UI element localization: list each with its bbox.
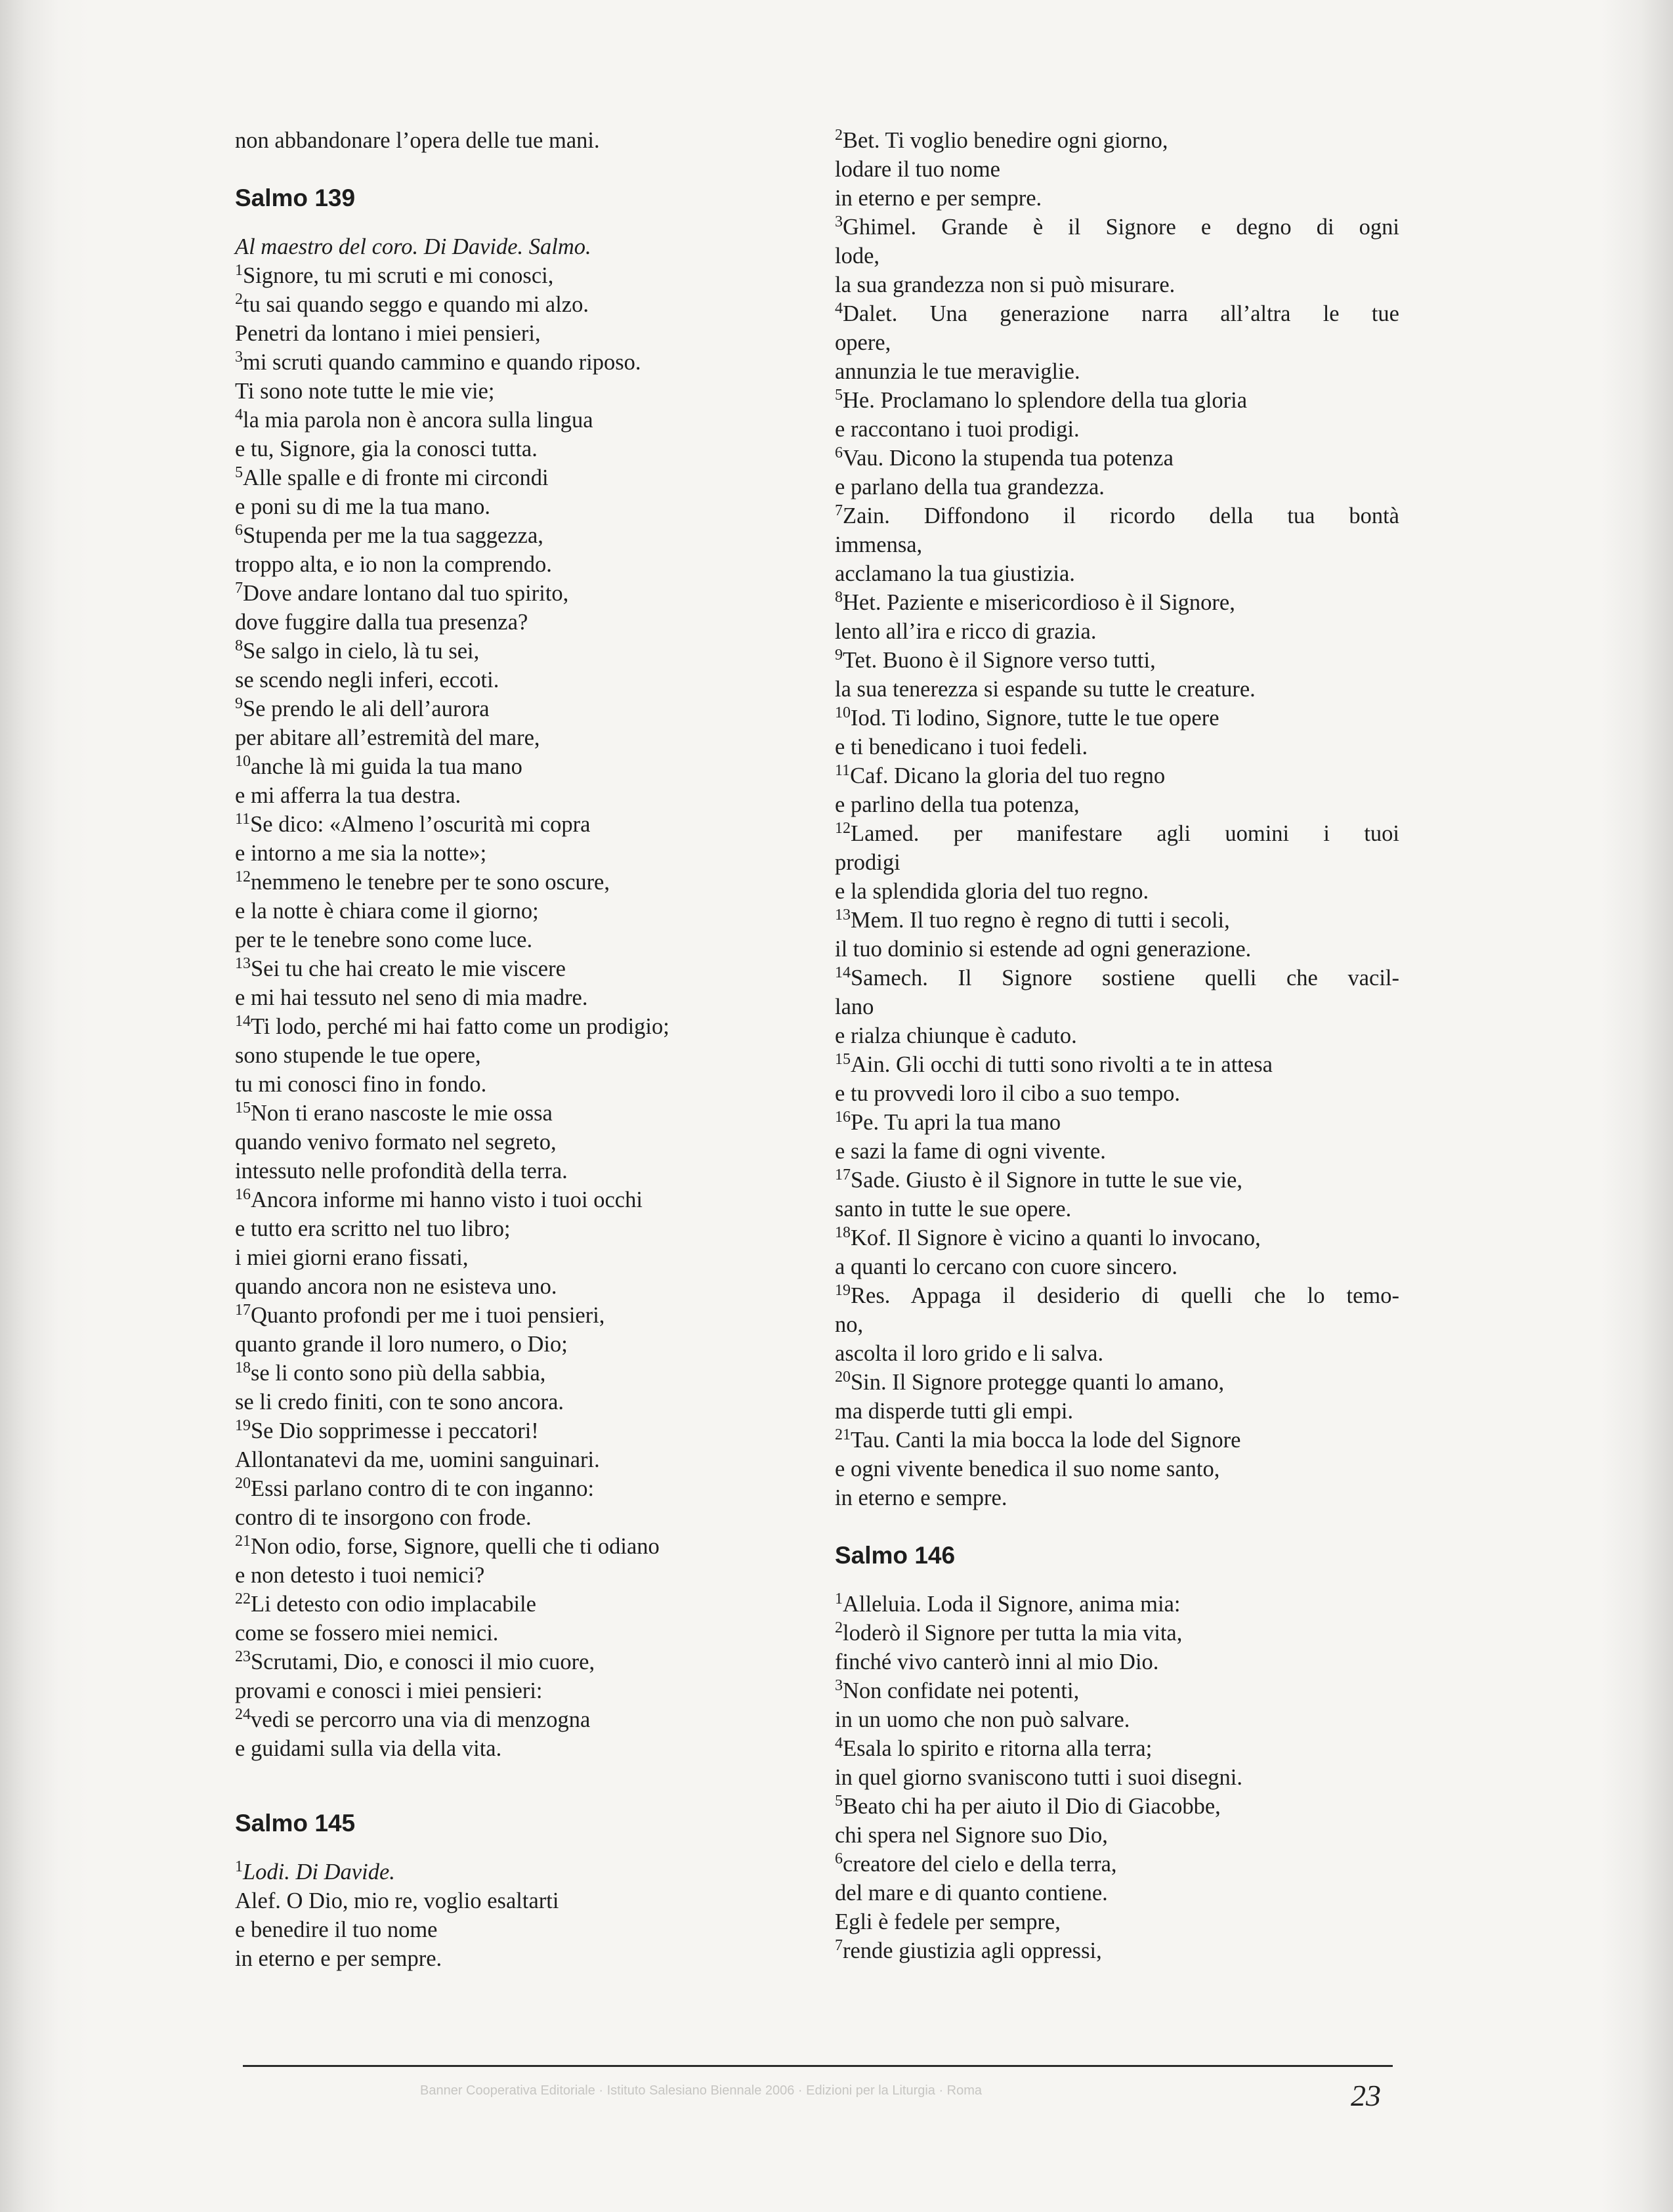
verse-number: 2 [235, 291, 243, 308]
verse-start-line [235, 1185, 865, 1214]
verse-start-line [235, 1099, 865, 1128]
verse-line: in eterno e per sempre. [835, 186, 1042, 211]
verse-text: Kof. Il Signore è vicino a quanti lo invocano, [851, 1225, 1261, 1250]
verse-line: e non detesto i tuoi nemici? [235, 1563, 485, 1588]
verse-number: 15 [235, 1099, 251, 1117]
verse-number: 3 [235, 349, 243, 366]
verse-start-line [835, 819, 1399, 848]
verse-start-line [835, 444, 1399, 473]
verse-start-line [835, 906, 1399, 935]
left-text-column [235, 126, 865, 1973]
verse-number: 20 [835, 1369, 851, 1386]
verse-line: sono stupende le tue opere, [235, 1043, 481, 1068]
verse-line: quando venivo formato nel segreto, [235, 1130, 557, 1155]
verse-line: e ti benedicano i tuoi fedeli. [835, 734, 1088, 759]
verse-line: ascolta il loro grido e li salva. [835, 1341, 1104, 1366]
verse-text: Lamed. per manifestare agli uomini i tuoi [851, 821, 1399, 846]
verse-start-line [835, 588, 1399, 617]
verse-start-line [235, 637, 865, 666]
verse-start-line [235, 1590, 865, 1619]
verse-text: Het. Paziente e misericordioso è il Signore, [843, 590, 1235, 615]
verse-start-line [835, 1368, 1399, 1397]
verse-start-line [835, 646, 1399, 675]
verse-text: Se prendo le ali dell’aurora [243, 696, 490, 721]
footer-rule [243, 2065, 1393, 2067]
verse-text: Dalet. Una generazione narra all’altra le tue [843, 301, 1399, 326]
verse-text: Iod. Ti lodino, Signore, tutte le tue opere [851, 706, 1219, 731]
verse-line: e ogni vivente benedica il suo nome santo, [835, 1457, 1220, 1481]
verse-number: 7 [835, 1937, 843, 1954]
verse-start-line [235, 261, 865, 290]
verse-line: e poni su di me la tua mano. [235, 494, 491, 519]
verse-number: 10 [835, 704, 851, 721]
spacer [235, 213, 865, 232]
verse-text: Caf. Dicano la gloria del tuo regno [850, 763, 1166, 788]
verse-start-line [835, 761, 1399, 790]
verse-text: Zain. Diffondono il ricordo della tua bontà [843, 503, 1399, 528]
verse-line: Egli è fedele per sempre, [835, 1909, 1061, 1934]
verse-number: 22 [235, 1590, 251, 1607]
verse-number: 16 [835, 1109, 851, 1126]
verse-line: chi spera nel Signore suo Dio, [835, 1823, 1108, 1848]
verse-text: Signore, tu mi scruti e mi conosci, [243, 263, 554, 288]
verse-number: 4 [835, 300, 843, 317]
verse-start-line [835, 1050, 1399, 1079]
verse-text: He. Proclamano lo splendore della tua gloria [843, 388, 1248, 413]
verse-start-line [835, 1850, 1399, 1879]
verse-number: 1 [835, 1590, 843, 1607]
verse-start-line [835, 1108, 1399, 1137]
verse-number: 3 [835, 213, 843, 230]
verse-number: 3 [835, 1677, 843, 1694]
verse-number: 6 [835, 444, 843, 461]
verse-line: in eterno e per sempre. [235, 1946, 442, 1971]
psalm-heading: Salmo 145 [235, 1810, 356, 1837]
verse-line: Ti sono note tutte le mie vie; [235, 379, 495, 404]
verse-line: e parlano della tua grandezza. [835, 475, 1105, 500]
verse-text: Se salgo in cielo, là tu sei, [243, 639, 480, 664]
verse-line: il tuo dominio si estende ad ogni generazione. [835, 937, 1252, 962]
verse-text: Quanto profondi per me i tuoi pensieri, [251, 1303, 605, 1328]
verse-start-line [235, 406, 865, 435]
verse-text: Ghimel. Grande è il Signore e degno di ogni [843, 215, 1399, 240]
verse-line: finché vivo canterò inni al mio Dio. [835, 1649, 1159, 1674]
verse-number: 8 [835, 589, 843, 606]
verse-start-line [235, 868, 865, 897]
verse-start-line [235, 1648, 865, 1676]
verse-line: e la splendida gloria del tuo regno. [835, 879, 1149, 904]
verse-number: 4 [235, 406, 243, 423]
verse-start-line [835, 126, 1399, 155]
verse-start-line [835, 1166, 1399, 1195]
verse-number: 21 [835, 1426, 851, 1443]
verse-text: Tau. Canti la mia bocca la lode del Signore [851, 1428, 1241, 1453]
verse-text: nemmeno le tenebre per te sono oscure, [251, 870, 610, 895]
verse-start-line [235, 348, 865, 377]
verse-number: 1 [235, 262, 243, 279]
verse-line: provami e conosci i miei pensieri: [235, 1678, 543, 1703]
verse-number: 13 [235, 955, 251, 972]
verse-line: e parlino della tua potenza, [835, 792, 1080, 817]
verse-number: 20 [235, 1475, 251, 1492]
verse-text: Sin. Il Signore protegge quanti lo amano, [851, 1370, 1225, 1395]
verse-number: 2 [835, 1619, 843, 1636]
verse-text: Ain. Gli occhi di tutti sono rivolti a te in attesa [851, 1052, 1273, 1077]
verse-text: Res. Appaga il desiderio di quelli che lo temo- [851, 1283, 1399, 1308]
verse-start-line [235, 1416, 865, 1445]
verse-line: lano [835, 994, 874, 1019]
verse-start-line [835, 1619, 1399, 1648]
verse-line: e mi afferra la tua destra. [235, 783, 461, 808]
verse-text: Mem. Il tuo regno è regno di tutti i secoli, [851, 908, 1230, 933]
verse-text: Non ti erano nascoste le mie ossa [251, 1101, 553, 1126]
verse-start-line [235, 810, 865, 839]
verse-line: e sazi la fame di ogni vivente. [835, 1139, 1106, 1164]
verse-line: e mi hai tessuto nel seno di mia madre. [235, 985, 588, 1010]
verse-number: 11 [835, 762, 851, 779]
verse-text: se li conto sono più della sabbia, [251, 1361, 546, 1386]
verse-line: opere, [835, 330, 891, 355]
verse-line: come se fossero miei nemici. [235, 1621, 499, 1646]
verse-number: 8 [235, 637, 243, 654]
verse-line: e raccontano i tuoi prodigi. [835, 417, 1080, 442]
verse-number: 14 [235, 1013, 251, 1030]
psalm-heading: Salmo 146 [835, 1542, 956, 1569]
verse-text: Ti lodo, perché mi hai fatto come un prodigio; [251, 1014, 669, 1039]
verse-start-line [835, 1426, 1399, 1455]
verse-line: contro di te insorgono con frode. [235, 1505, 532, 1530]
verse-number: 7 [835, 502, 843, 519]
verse-number: 18 [235, 1359, 251, 1376]
spacer [835, 1512, 1399, 1541]
verse-start-line [235, 954, 865, 983]
verse-number: 1 [235, 1858, 243, 1875]
verse-number: 7 [235, 580, 243, 597]
psalm-heading: Salmo 139 [235, 184, 356, 211]
verse-number: 19 [235, 1417, 251, 1434]
verse-number: 17 [835, 1166, 851, 1183]
verse-number: 16 [235, 1186, 251, 1203]
page-number: 23 [1351, 2079, 1381, 2112]
verse-line: immensa, [835, 532, 923, 557]
verse-line: tu mi conosci fino in fondo. [235, 1072, 487, 1097]
verse-number: 6 [235, 522, 243, 539]
verse-text: Alle spalle e di fronte mi circondi [243, 465, 549, 490]
verse-number: 6 [835, 1850, 843, 1867]
verse-line: in un uomo che non può salvare. [835, 1707, 1130, 1732]
verse-text: vedi se percorro una via di menzogna [251, 1707, 591, 1732]
verse-text: Lodi. Di Davide. [243, 1860, 395, 1884]
verse-text: Se Dio sopprimesse i peccatori! [251, 1418, 539, 1443]
verse-text: Pe. Tu apri la tua mano [851, 1110, 1061, 1135]
verse-start-line [835, 1676, 1399, 1705]
verse-start-line [835, 386, 1399, 415]
verse-line: lode, [835, 244, 880, 268]
verse-number: 18 [835, 1224, 851, 1241]
verse-line: acclamano la tua giustizia. [835, 561, 1075, 586]
verse-start-line [235, 1858, 865, 1886]
verse-line: annunzia le tue meraviglie. [835, 359, 1080, 384]
verse-start-line [835, 1792, 1399, 1821]
verse-text: Vau. Dicono la stupenda tua potenza [843, 446, 1174, 471]
verse-start-line [235, 694, 865, 723]
spacer [235, 1838, 865, 1858]
verse-start-line [835, 213, 1399, 242]
verse-text: Stupenda per me la tua saggezza, [243, 523, 543, 548]
verse-text: Li detesto con odio implacabile [251, 1592, 536, 1617]
verse-number: 5 [835, 1793, 843, 1810]
verse-start-line [835, 299, 1399, 328]
verse-line: in quel giorno svaniscono tutti i suoi disegni. [835, 1765, 1242, 1790]
verse-number: 12 [235, 868, 251, 885]
verse-line: per abitare all’estremità del mare, [235, 725, 540, 750]
verse-text: Dove andare lontano dal tuo spirito, [243, 581, 569, 606]
verse-number: 19 [835, 1282, 851, 1299]
verse-start-line [835, 1281, 1399, 1310]
verse-start-line [835, 501, 1399, 530]
verse-line: Allontanatevi da me, uomini sanguinari. [235, 1447, 600, 1472]
verse-text: Sade. Giusto è il Signore in tutte le sue vie, [851, 1168, 1242, 1193]
verse-number: 15 [835, 1051, 851, 1068]
verse-number: 23 [235, 1648, 251, 1665]
verse-line: lento all’ira e ricco di grazia. [835, 619, 1097, 644]
verse-number: 11 [235, 811, 251, 828]
verse-text: Bet. Ti voglio benedire ogni giorno, [843, 128, 1168, 153]
verse-number: 10 [235, 753, 251, 770]
spacer [835, 1570, 1399, 1590]
verse-start-line [835, 1734, 1399, 1763]
verse-line: e intorno a me sia la notte»; [235, 841, 487, 866]
verse-line: troppo alta, e io non la comprendo. [235, 552, 552, 577]
verse-start-line [235, 1532, 865, 1561]
verse-line: no, [835, 1312, 864, 1337]
verse-line: quando ancora non ne esisteva uno. [235, 1274, 557, 1299]
verse-start-line [235, 1012, 865, 1041]
verse-text: Samech. Il Signore sostiene quelli che vacil- [851, 966, 1399, 990]
verse-start-line [235, 1474, 865, 1503]
verse-line: intessuto nelle profondità della terra. [235, 1159, 568, 1183]
verse-start-line [235, 752, 865, 781]
verse-text: Non odio, forse, Signore, quelli che ti odiano [251, 1534, 660, 1559]
verse-number: 24 [235, 1706, 251, 1723]
verse-number: 4 [835, 1735, 843, 1752]
right-text-column [835, 126, 1399, 1965]
verse-number: 13 [835, 906, 851, 924]
verse-line: la sua tenerezza si espande su tutte le creature. [835, 677, 1256, 702]
verse-text: loderò il Signore per tutta la mia vita, [843, 1621, 1183, 1646]
footer-bleed-through-text: Banner Cooperativa Editoriale · Istituto Salesiano Biennale 2006 · Edizioni per la Liturgia · Roma [420, 2083, 983, 2098]
verse-line: e benedire il tuo nome [235, 1917, 438, 1942]
verse-line: prodigi [835, 850, 900, 875]
spacer [235, 155, 865, 184]
verse-line: e tu, Signore, gia la conosci tutta. [235, 436, 538, 461]
verse-line: quanto grande il loro numero, o Dio; [235, 1332, 568, 1357]
verse-line: la sua grandezza non si può misurare. [835, 272, 1175, 297]
verse-start-line [235, 290, 865, 319]
verse-start-line [235, 1359, 865, 1388]
verse-line: se li credo finiti, con te sono ancora. [235, 1390, 564, 1414]
verse-start-line [835, 1590, 1399, 1619]
verse-text: Esala lo spirito e ritorna alla terra; [843, 1736, 1153, 1761]
verse-line: dove fuggire dalla tua presenza? [235, 610, 528, 635]
verse-start-line [235, 521, 865, 550]
verse-start-line [235, 1705, 865, 1734]
verse-start-line [835, 964, 1399, 992]
verse-number: 2 [835, 127, 843, 144]
verse-number: 9 [835, 647, 843, 664]
verse-start-line [835, 704, 1399, 733]
verse-text: Non confidate nei potenti, [843, 1678, 1080, 1703]
verse-number: 12 [835, 820, 851, 837]
verse-text: Scrutami, Dio, e conosci il mio cuore, [251, 1649, 595, 1674]
verse-text: Ancora informe mi hanno visto i tuoi occhi [251, 1187, 643, 1212]
verse-line: a quanti lo cercano con cuore sincero. [835, 1254, 1178, 1279]
verse-text: tu sai quando seggo e quando mi alzo. [243, 292, 589, 317]
verse-text: Tet. Buono è il Signore verso tutti, [843, 648, 1156, 673]
verse-start-line [235, 463, 865, 492]
verse-start-line [835, 1223, 1399, 1252]
verse-text: creatore del cielo e della terra, [843, 1852, 1117, 1877]
verse-line: e la notte è chiara come il giorno; [235, 899, 539, 924]
verse-line: e tu provvedi loro il cibo a suo tempo. [835, 1081, 1181, 1106]
verse-text: Alleluia. Loda il Signore, anima mia: [843, 1592, 1181, 1617]
verse-line: e rialza chiunque è caduto. [835, 1023, 1077, 1048]
verse-text: Essi parlano contro di te con inganno: [251, 1476, 595, 1501]
spacer [235, 1763, 865, 1809]
verse-line: in eterno e sempre. [835, 1485, 1007, 1510]
verse-text: Sei tu che hai creato le mie viscere [251, 956, 566, 981]
verse-text: la mia parola non è ancora sulla lingua [243, 408, 593, 433]
verse-line: non abbandonare l’opera delle tue mani. [235, 128, 600, 153]
verse-number: 5 [835, 387, 843, 404]
verse-line: santo in tutte le sue opere. [835, 1197, 1072, 1222]
verse-line: Penetri da lontano i miei pensieri, [235, 321, 541, 346]
verse-line: e tutto era scritto nel tuo libro; [235, 1216, 511, 1241]
verse-number: 17 [235, 1302, 251, 1319]
verse-line: Alef. O Dio, mio re, voglio esaltarti [235, 1888, 559, 1913]
verse-start-line [235, 579, 865, 608]
verse-line: ma disperde tutti gli empi. [835, 1399, 1074, 1424]
verse-line: e guidami sulla via della vita. [235, 1736, 502, 1761]
verse-text: Se dico: «Almeno l’oscurità mi copra [250, 812, 591, 837]
verse-line: se scendo negli inferi, eccoti. [235, 668, 499, 692]
verse-text: anche là mi guida la tua mano [251, 754, 522, 779]
psalm-superscription: Al maestro del coro. Di Davide. Salmo. [235, 234, 591, 259]
verse-start-line [835, 1936, 1399, 1965]
verse-number: 14 [835, 964, 851, 981]
verse-text: rende giustizia agli oppressi, [843, 1938, 1102, 1963]
verse-text: mi scruti quando cammino e quando riposo. [243, 350, 641, 375]
verse-start-line [235, 1301, 865, 1330]
verse-number: 9 [235, 695, 243, 712]
verse-line: lodare il tuo nome [835, 157, 1000, 182]
verse-line: del mare e di quanto contiene. [835, 1881, 1108, 1905]
verse-line: i miei giorni erano fissati, [235, 1245, 469, 1270]
verse-number: 5 [235, 464, 243, 481]
verse-number: 21 [235, 1533, 251, 1550]
verse-line: per te le tenebre sono come luce. [235, 927, 533, 952]
verse-text: Beato chi ha per aiuto il Dio di Giacobbe, [843, 1794, 1221, 1819]
